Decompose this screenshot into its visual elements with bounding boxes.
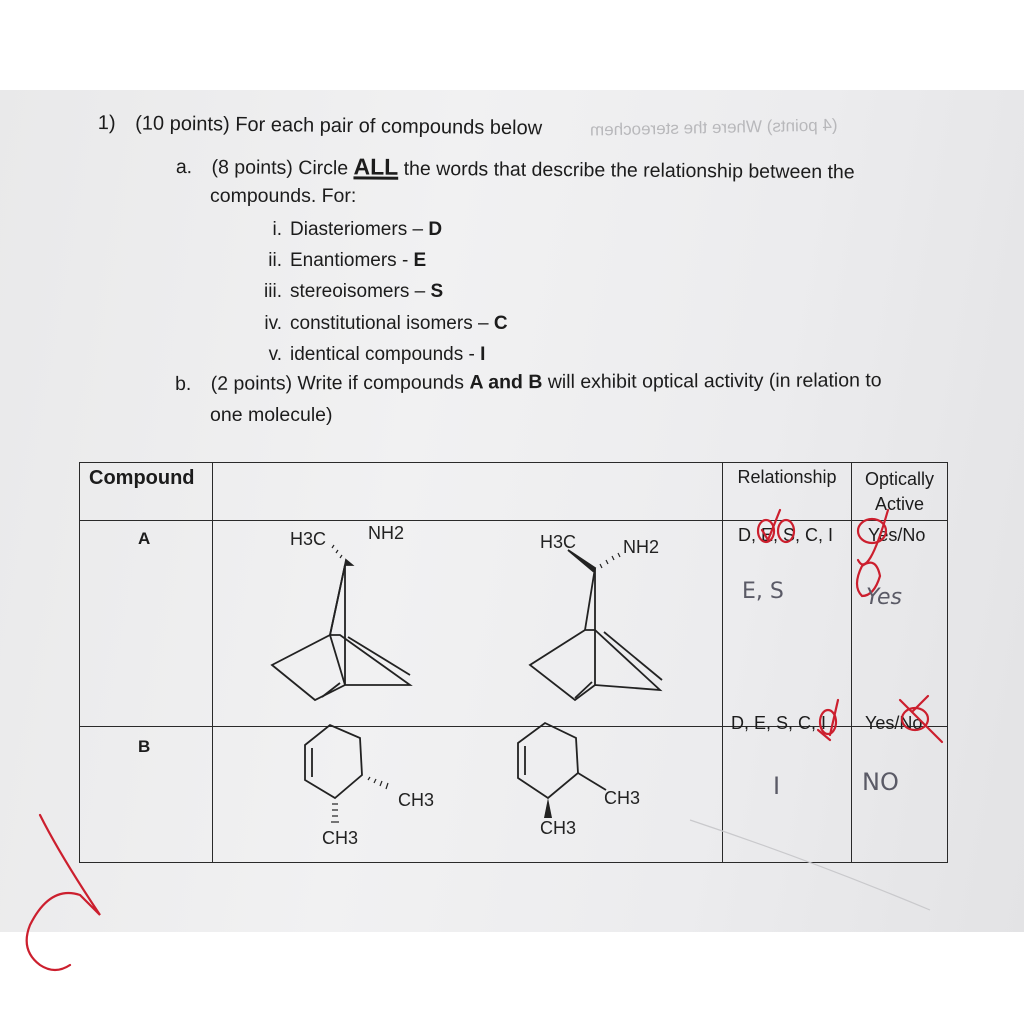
option-code: S [430, 281, 444, 302]
header-optical-label-1: Optically [864, 469, 935, 489]
molecule-b1 [290, 720, 450, 855]
part-a-label: a. [175, 155, 193, 179]
option-numeral: iii. [264, 281, 282, 302]
option-code: I [480, 344, 486, 365]
part-b-line2: one molecule) [210, 404, 333, 426]
a2-h3c: H3C [540, 532, 577, 552]
part-a-line1 [176, 152, 855, 184]
relationship-option [240, 250, 426, 272]
part-b-bold: A and B [469, 371, 543, 394]
handwritten-a-relationship: E, S [742, 579, 784, 604]
part-b-points: (2 points) [210, 372, 293, 395]
row-b-relationship [723, 713, 852, 863]
b1-ch3-right: CH3 [398, 790, 435, 810]
row-a-label-cell [80, 521, 213, 727]
b1-ch3-bottom: CH3 [322, 828, 359, 848]
header-compound-label: Compound [89, 467, 195, 489]
handwritten-b-optical: NO [862, 768, 899, 796]
handwritten-b-relationship: I [773, 772, 781, 800]
relationship-option [240, 281, 443, 303]
header-compound [80, 463, 213, 521]
option-code: D [428, 219, 443, 240]
option-text: Diasteriomers – [290, 219, 429, 240]
option-code: E [413, 250, 427, 271]
option-text: Enantiomers - [290, 250, 414, 271]
part-b-text: Write if compounds [297, 371, 470, 395]
row-a-label: A [138, 529, 151, 548]
question-stem: For each pair of compounds below [235, 113, 543, 140]
question-points: (10 points) [135, 112, 230, 136]
relationship-option [240, 344, 485, 366]
handwritten-a-optical: Yes [866, 585, 903, 610]
option-numeral: i. [272, 219, 282, 240]
a1-h3c: H3C [290, 529, 327, 549]
header-optical [852, 463, 948, 521]
header-structures [213, 463, 723, 521]
option-numeral: v. [268, 344, 282, 365]
part-a-text-after: the words that describe the relationship between the [403, 157, 855, 184]
row-b-relationship-options: D, E, S, C, I [731, 713, 827, 733]
a1-nh2: NH2 [368, 523, 405, 543]
option-code: C [493, 313, 508, 334]
option-text: stereoisomers – [290, 281, 431, 302]
row-a-relationship-options: D, E, S, C, I [738, 525, 834, 545]
b2-ch3-right: CH3 [604, 788, 641, 808]
part-a-text: Circle [298, 156, 349, 180]
row-a-relationship [723, 521, 852, 727]
row-b-label-cell [80, 727, 213, 863]
relationship-option [240, 313, 508, 335]
all-emphasis: ALL [353, 153, 399, 180]
part-a-points: (8 points) [211, 156, 293, 179]
row-b-optical [852, 713, 948, 863]
row-a-optical-options: Yes/No [868, 525, 926, 545]
molecule-a2 [520, 520, 690, 720]
part-a-line2: compounds. For: [210, 185, 357, 207]
molecule-b2 [508, 718, 668, 848]
header-optical-label-2: Active [874, 494, 925, 514]
part-b-line1 [175, 369, 882, 396]
row-a-optical [852, 521, 948, 727]
option-text: identical compounds - [290, 344, 481, 365]
option-text: constitutional isomers – [290, 313, 494, 334]
row-b-label: B [138, 737, 151, 756]
part-b-text-2: will exhibit optical activity (in relation to [542, 369, 882, 394]
option-numeral: ii. [268, 250, 282, 271]
header-relationship [723, 463, 852, 521]
a2-nh2: NH2 [623, 537, 660, 557]
bleed-through-text: (4 points) Where the stereochem [589, 115, 838, 140]
relationship-option [240, 219, 442, 241]
option-numeral: iv. [264, 313, 282, 334]
b2-ch3-bottom: CH3 [540, 818, 577, 838]
question-number: 1) [97, 112, 116, 135]
molecule-a1 [260, 515, 430, 715]
header-relationship-label: Relationship [737, 467, 837, 487]
part-b-label: b. [175, 372, 192, 395]
row-b-optical-options: Yes/No [865, 713, 923, 733]
